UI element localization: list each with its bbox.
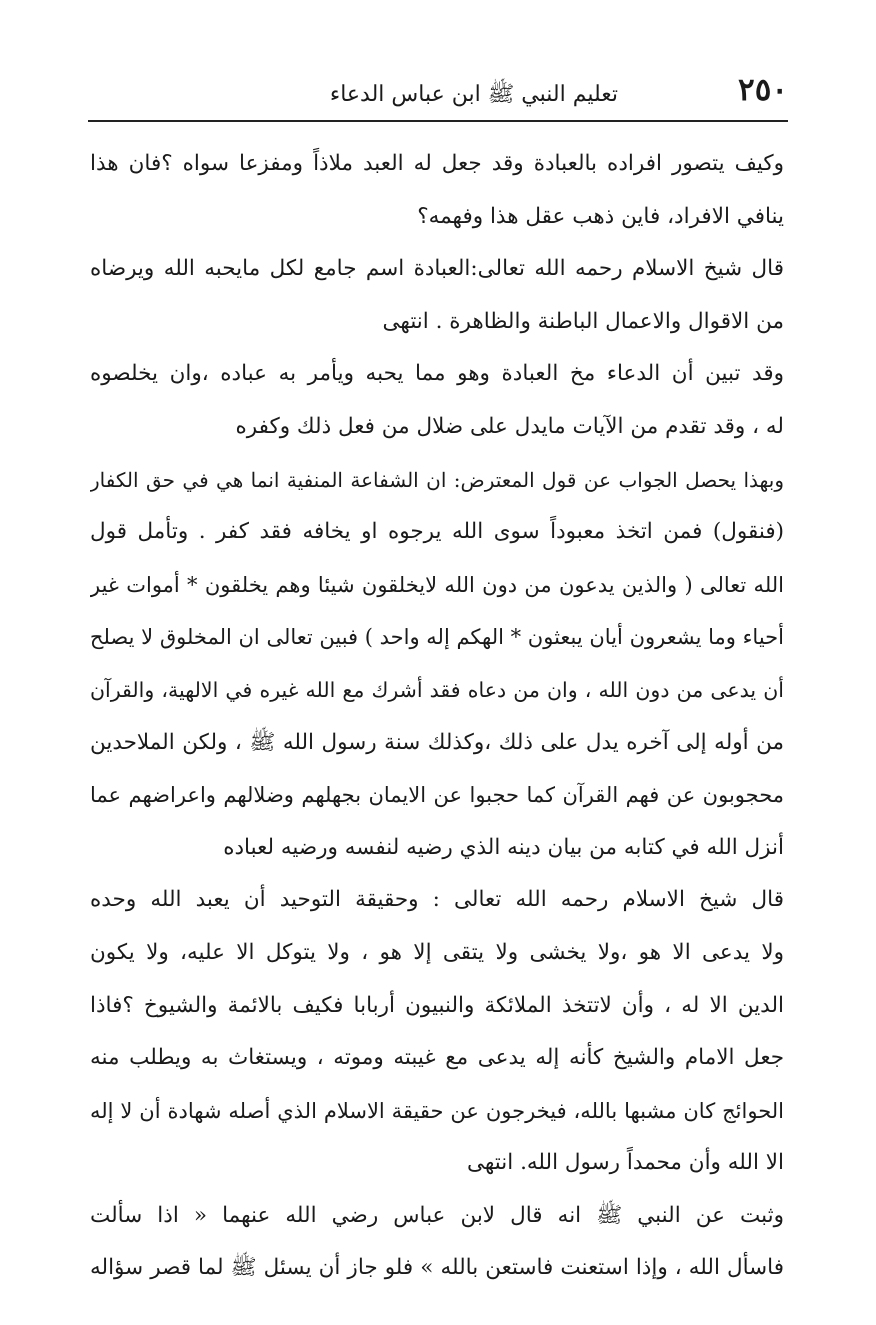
text-line: وثبت عن النبي ﷺ انه قال لابن عباس رضي الله عنهما « اذا سألت [90,1202,784,1228]
text-line: (فنقول) فمن اتخذ معبوداً سوى الله يرجوه او يخافه فقد كفر . وتأمل قول [90,519,784,545]
text-line: الله تعالى ( والذين يدعون من دون الله لايخلقون شيئا وهم يخلقون * أموات غير [90,572,784,597]
text-line: الا الله وأن محمداً رسول الله. انتهى [466,1150,784,1176]
running-title: تعليم النبي ﷺ ابن عباس الدعاء [329,82,618,107]
text-line: فاسأل الله ، وإذا استعنت فاستعن بالله » فلو جاز أن يسئل ﷺ لما قصر سؤاله [90,1255,784,1281]
text-line: وقد تبين أن الدعاء مخ العبادة وهو مما يحبه ويأمر به عباده ،وان يخلصوه [90,361,784,387]
text-line: أنزل الله في كتابه من بيان دينه الذي رضيه لنفسه ورضيه لعباده [223,834,784,860]
page-header [88,66,788,114]
text-line: أحياء وما يشعرون أيان يبعثون * الهكم إله واحد ) فبين تعالى ان المخلوق لا يصلح [90,625,784,650]
text-line: الدين الا له ، وأن لاتتخذ الملائكة والنبيون أربابا فكيف بالائمة والشيوخ ؟فاذا [90,992,784,1018]
text-line: من أوله إلى آخره يدل على ذلك ،وكذلك سنة رسول الله ﷺ ، ولكن الملاحدين [90,729,784,755]
text-line: جعل الامام والشيخ كأنه إله يدعى مع غيبته وموته ، ويستغاث به ويطلب منه [90,1045,784,1071]
text-line: ولا يدعى الا هو ،ولا يخشى ولا يتقى إلا هو ، ولا يتوكل الا عليه، ولا يكون [90,939,784,965]
page-number: ٢٥٠ [738,72,788,108]
text-line: قال شيخ الاسلام رحمه الله تعالى:العبادة اسم جامع لكل مايحبه الله ويرضاه [90,256,784,282]
text-line: ينافي الافراد، فاين ذهب عقل هذا وفهمه؟ [417,203,784,229]
text-line: محجوبون عن فهم القرآن كما حجبوا عن الايمان بجهلهم وضلالهم واعراضهم عما [90,783,784,808]
text-line: الحوائج كان مشبها بالله، فيخرجون عن حقيقة الاسلام الذي أصله شهادة أن لا إله [90,1098,784,1123]
body-text [90,138,784,1295]
text-line: قال شيخ الاسلام رحمه الله تعالى : وحقيقة التوحيد أن يعبد الله وحده [90,887,784,913]
text-line: له ، وقد تقدم من الآيات مايدل على ضلال من فعل ذلك وكفره [235,413,784,439]
text-line: وبهذا يحصل الجواب عن قول المعترض: ان الشفاعة المنفية انما هي في حق الكفار [90,467,784,492]
text-line: أن يدعى من دون الله ، وان من دعاه فقد أشرك مع الله غيره في الالهية، والقرآن [90,677,784,702]
text-line: وكيف يتصور افراده بالعبادة وقد جعل له العبد ملاذاً ومفزعا سواه ؟فان هذا [90,151,784,176]
text-line: من الاقوال والاعمال الباطنة والظاهرة . انتهى [382,308,784,334]
header-divider [88,120,788,122]
